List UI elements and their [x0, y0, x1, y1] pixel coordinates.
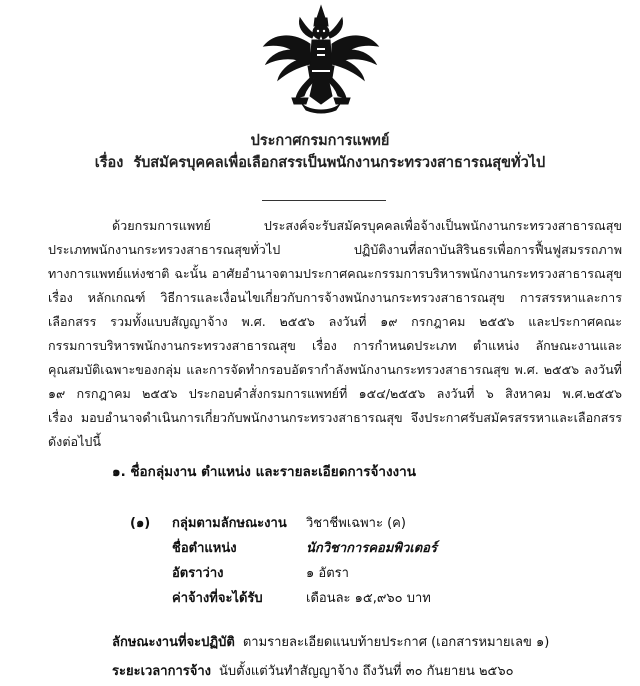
announcement-title: ประกาศกรมการแพทย์ [250, 133, 390, 149]
detail-row-group [130, 513, 590, 538]
body-line: เรื่อง มอบอำนาจดำเนินการเกี่ยวกับพนักงานกระทรวงสาธารณสุข จึงประกาศรับสมัครสรรหาและเลือกสรร [48, 410, 622, 425]
detail-number: (๑) [130, 516, 151, 531]
body-line: เรื่อง หลักเกณฑ์ วิธีการและเงื่อนไขเกี่ยวกับการจ้างพนักงานกระทรวงสาธารณสุข การสรรหาและการ [48, 290, 622, 305]
subject-label: เรื่อง [94, 155, 124, 171]
job-description-label: ลักษณะงานที่จะปฏิบัติ [112, 635, 235, 650]
title-divider [262, 200, 386, 201]
body-line: ดังต่อไปนี้ [48, 434, 102, 449]
body-line: ประเภทพนักงานกระทรวงสาธารณสุขทั่วไป ปฏิบัติงานที่สถาบันสิรินธรเพื่อการฟื้นฟูสมรรถภาพ [48, 242, 622, 257]
detail-value: เดือนละ ๑๕,๙๖๐ บาท [306, 591, 431, 606]
job-description-value: ตามรายละเอียดแนบท้ายประกาศ (เอกสารหมายเลข ๑) [242, 635, 550, 650]
body-line: คุณสมบัติเฉพาะของกลุ่ม และการจัดทำกรอบอัตรากำลังพนักงานกระทรวงสาธารณสุข พ.ศ. ๒๕๕๖ ลงวันที่ [48, 362, 622, 377]
detail-row-vacancy [130, 563, 590, 588]
detail-value: วิชาชีพเฉพาะ (ค) [306, 516, 406, 531]
employment-period-value: นับตั้งแต่วันทำสัญญาจ้าง ถึงวันที่ ๓๐ กันยายน ๒๕๖๐ [219, 664, 514, 679]
detail-label: กลุ่มตามลักษณะงาน [172, 516, 287, 531]
detail-value: ๑ อัตรา [306, 566, 349, 581]
announcement-subject [0, 153, 640, 173]
detail-value: นักวิชาการคอมพิวเตอร์ [306, 541, 437, 556]
section-heading: ๑. ชื่อกลุ่มงาน ตำแหน่ง และรายละเอียดการจ้างงาน [112, 464, 416, 480]
job-description-line [112, 633, 549, 653]
detail-label: ชื่อตำแหน่ง [172, 541, 237, 556]
announcement-body [48, 214, 622, 454]
garuda-emblem-icon [262, 4, 380, 114]
position-details [130, 513, 590, 613]
detail-label: ค่าจ้างที่จะได้รับ [172, 591, 263, 606]
detail-row-salary [130, 588, 590, 613]
body-line: เลือกสรร รวมทั้งแบบสัญญาจ้าง พ.ศ. ๒๕๕๖ ลงวันที่ ๑๙ กรกฎาคม ๒๕๕๖ และประกาศคณะ [48, 314, 622, 329]
detail-row-position [130, 538, 590, 563]
body-line: ๑๙ กรกฎาคม ๒๕๕๖ ประกอบคำสั่งกรมการแพทย์ที่ ๑๕๔/๒๕๕๖ ลงวันที่ ๖ สิงหาคม พ.ศ.๒๕๕๖ [48, 386, 622, 401]
body-line: ด้วยกรมการแพทย์ ประสงค์จะรับสมัครบุคคลเพื่อจ้างเป็นพนักงานกระทรวงสาธารณสุข [112, 218, 622, 233]
announcement-header [0, 131, 640, 173]
employment-period-line [112, 662, 514, 682]
detail-label: อัตราว่าง [172, 566, 224, 581]
employment-period-label: ระยะเวลาการจ้าง [112, 664, 211, 679]
subject-text: รับสมัครบุคคลเพื่อเลือกสรรเป็นพนักงานกระทรวงสาธารณสุขทั่วไป [133, 155, 546, 171]
body-line: ทางการแพทย์แห่งชาติ ฉะนั้น อาศัยอำนาจตามประกาศคณะกรรมการบริหารพนักงานกระทรวงสาธารณสุข [48, 266, 622, 281]
body-line: กรรมการบริหารพนักงานกระทรวงสาธารณสุข เรื่อง การกำหนดประเภท ตำแหน่ง ลักษณะงานและ [48, 338, 622, 353]
